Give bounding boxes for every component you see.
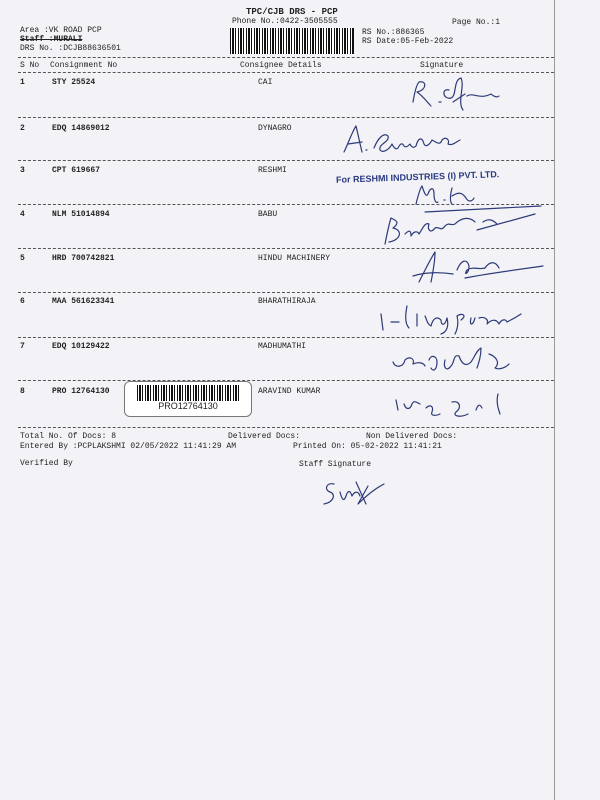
row-sno: 1 — [20, 78, 25, 87]
row-divider — [18, 117, 554, 118]
verified-by: Verified By — [20, 459, 73, 468]
drs-number: DRS No. :DCJB88636501 — [20, 44, 121, 53]
row-consignee: DYNAGRO — [258, 124, 292, 133]
row-consignment-no: PRO 12764130 — [52, 387, 110, 396]
delivered-docs: Delivered Docs: — [228, 432, 301, 441]
col-header-signature: Signature — [420, 61, 464, 70]
sticker-label: PRO12764130 — [158, 401, 218, 411]
row-sno: 7 — [20, 342, 25, 351]
sticker-barcode — [137, 385, 239, 401]
col-header-consignment: Consignment No — [50, 61, 118, 70]
row-divider — [18, 292, 554, 293]
signature-row-2 — [338, 118, 473, 158]
row-consignee: RESHMI — [258, 166, 287, 175]
row-sno: 6 — [20, 297, 25, 306]
staff-signature-label: Staff Signature — [299, 460, 372, 469]
row-consignment-no: STY 25524 — [52, 78, 96, 87]
signature-row-5 — [405, 248, 545, 288]
staff-signature — [318, 474, 388, 510]
rs-number: RS No.:886365 — [362, 28, 425, 37]
signature-row-6 — [375, 300, 535, 336]
col-header-sno: S No — [20, 61, 40, 70]
header-divider-top — [18, 57, 554, 58]
barcode-sticker — [124, 381, 252, 417]
row-consignee: BHARATHIRAJA — [258, 297, 316, 306]
signature-row-8 — [390, 390, 520, 422]
phone-number: Phone No.:0422-3505555 — [232, 17, 338, 26]
row-sno: 3 — [20, 166, 25, 175]
row-consignment-no: MAA 561623341 — [52, 297, 115, 306]
staff-field: Staff :MURALI — [20, 35, 83, 44]
area-field: Area :VK ROAD PCP — [20, 26, 102, 35]
row-sno: 8 — [20, 387, 25, 396]
total-docs: Total No. Of Docs: 8 — [20, 432, 117, 441]
page-number: Page No.:1 — [452, 18, 501, 27]
row-divider — [18, 337, 554, 338]
row-consignee: BABU — [258, 210, 278, 219]
signature-row-7 — [385, 340, 535, 378]
entered-by: Entered By :PCPLAKSHMI 02/05/2022 11:41:29 AM — [20, 442, 237, 451]
row-divider — [18, 160, 554, 161]
header-barcode — [230, 28, 354, 54]
row-consignee: MADHUMATHI — [258, 342, 307, 351]
row-divider — [18, 427, 554, 428]
signature-row-4 — [365, 204, 545, 252]
row-consignee: HINDU MACHINERY — [258, 254, 331, 263]
row-consignee: CAI — [258, 78, 273, 87]
row-consignment-no: EDQ 10129422 — [52, 342, 110, 351]
row-sno: 4 — [20, 210, 25, 219]
row-consignee: ARAVIND KUMAR — [258, 387, 321, 396]
printed-on: Printed On: 05-02-2022 11:41:21 — [293, 442, 442, 451]
signature-row-1 — [405, 72, 505, 114]
row-consignment-no: HRD 700742821 — [52, 254, 115, 263]
rs-date: RS Date:05-Feb-2022 — [362, 37, 454, 46]
page-edge-line — [554, 0, 555, 800]
row-sno: 5 — [20, 254, 25, 263]
col-header-consignee: Consignee Details — [240, 61, 322, 70]
company-stamp: For RESHMI INDUSTRIES (I) PVT. LTD. — [335, 169, 500, 185]
row-consignment-no: CPT 619667 — [52, 166, 101, 175]
row-consignment-no: EDQ 14869012 — [52, 124, 110, 133]
row-sno: 2 — [20, 124, 25, 133]
row-divider — [18, 380, 554, 381]
row-consignment-no: NLM 51014894 — [52, 210, 110, 219]
document-title: TPC/CJB DRS - PCP — [246, 7, 338, 17]
non-delivered-docs: Non Delivered Docs: — [366, 432, 458, 441]
